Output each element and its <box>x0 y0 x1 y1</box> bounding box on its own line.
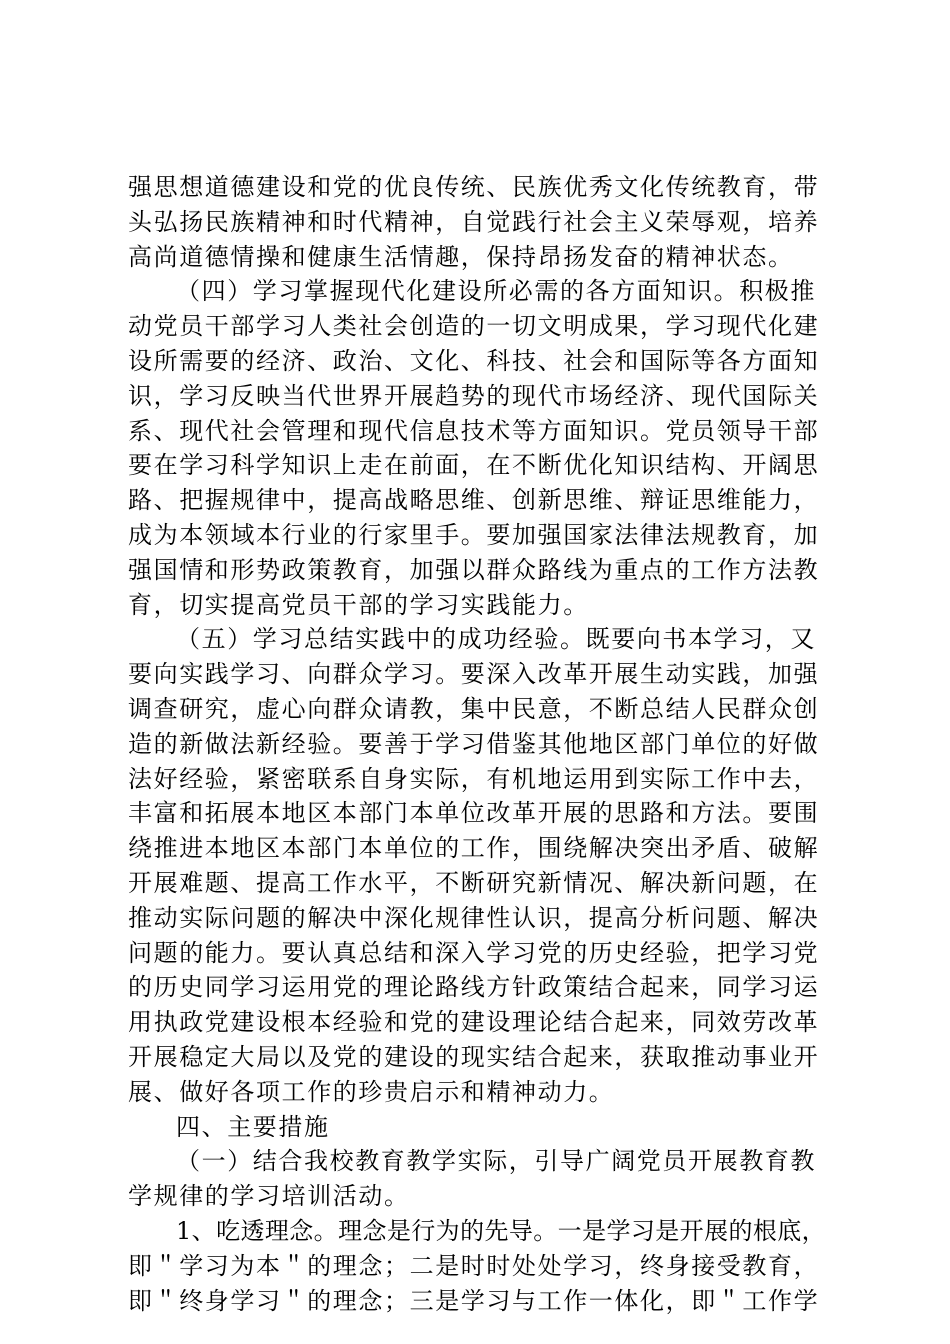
body-text <box>128 170 828 1318</box>
text-line: （四）学习掌握现代化建设所必需的各方面知识。积极推 <box>176 277 816 306</box>
text-line: 动党员干部学习人类社会创造的一切文明成果，学习现代化建 <box>128 312 820 341</box>
text-line: 强国情和形势政策教育，加强以群众路线为重点的工作方法教 <box>128 555 820 584</box>
text-line: 推动实际问题的解决中深化规律性认识，提高分析问题、解决 <box>128 903 820 932</box>
text-line: 法好经验，紧密联系自身实际，有机地运用到实际工作中去， <box>128 764 820 793</box>
text-line: 育，切实提高党员干部的学习实践能力。 <box>128 590 589 619</box>
text-line: 的历史同学习运用党的理论路线方针政策结合起来，同学习运 <box>128 973 820 1002</box>
text-line: 即＂终身学习＂的理念；三是学习与工作一体化，即＂工作学 <box>128 1286 820 1315</box>
text-line: 用执政党建设根本经验和党的建设理论结合起来，同效劳改革 <box>128 1008 820 1037</box>
text-line: 头弘扬民族精神和时代精神，自觉践行社会主义荣辱观，培养 <box>128 207 820 236</box>
text-line: （五）学习总结实践中的成功经验。既要向书本学习，又 <box>176 625 816 654</box>
text-line: 即＂学习为本＂的理念；二是时时处处学习，终身接受教育， <box>128 1251 820 1280</box>
text-line: （一）结合我校教育教学实际，引导广阔党员开展教育教 <box>176 1147 816 1176</box>
text-line: 丰富和拓展本地区本部门本单位改革开展的思路和方法。要围 <box>128 799 820 828</box>
text-line: 强思想道德建设和党的优良传统、民族优秀文化传统教育，带 <box>128 173 820 201</box>
text-line: 设所需要的经济、政治、文化、科技、社会和国际等各方面知 <box>128 346 820 375</box>
text-line: 问题的能力。要认真总结和深入学习党的历史经验，把学习党 <box>128 938 820 967</box>
text-line: 要向实践学习、向群众学习。要深入改革开展生动实践，加强 <box>128 660 820 689</box>
text-line: 造的新做法新经验。要善于学习借鉴其他地区部门单位的好做 <box>128 729 820 758</box>
text-line: 要在学习科学知识上走在前面，在不断优化知识结构、开阔思 <box>128 451 820 480</box>
text-line: 四、主要措施 <box>176 1112 330 1141</box>
text-line: 系、现代社会管理和现代信息技术等方面知识。党员领导干部 <box>128 416 820 445</box>
text-line: 成为本领域本行业的行家里手。要加强国家法律法规教育，加 <box>128 520 820 549</box>
text-line: 识，学习反映当代世界开展趋势的现代市场经济、现代国际关 <box>128 381 820 410</box>
text-line: 开展稳定大局以及党的建设的现实结合起来，获取推动事业开 <box>128 1042 820 1071</box>
text-line: 学规律的学习培训活动。 <box>128 1182 410 1211</box>
text-line: 绕推进本地区本部门本单位的工作，围绕解决突出矛盾、破解 <box>128 834 820 863</box>
text-line: 1、吃透理念。理念是行为的先导。一是学习是开展的根底， <box>176 1216 827 1245</box>
text-line: 调查研究，虚心向群众请教，集中民意，不断总结人民群众创 <box>128 694 820 723</box>
text-line: 开展难题、提高工作水平，不断研究新情况、解决新问题，在 <box>128 868 820 897</box>
text-line: 高尚道德情操和健康生活情趣，保持昂扬发奋的精神状态。 <box>128 242 794 271</box>
text-line: 展、做好各项工作的珍贵启示和精神动力。 <box>128 1077 615 1106</box>
text-line: 路、把握规律中，提高战略思维、创新思维、辩证思维能力， <box>128 486 820 515</box>
